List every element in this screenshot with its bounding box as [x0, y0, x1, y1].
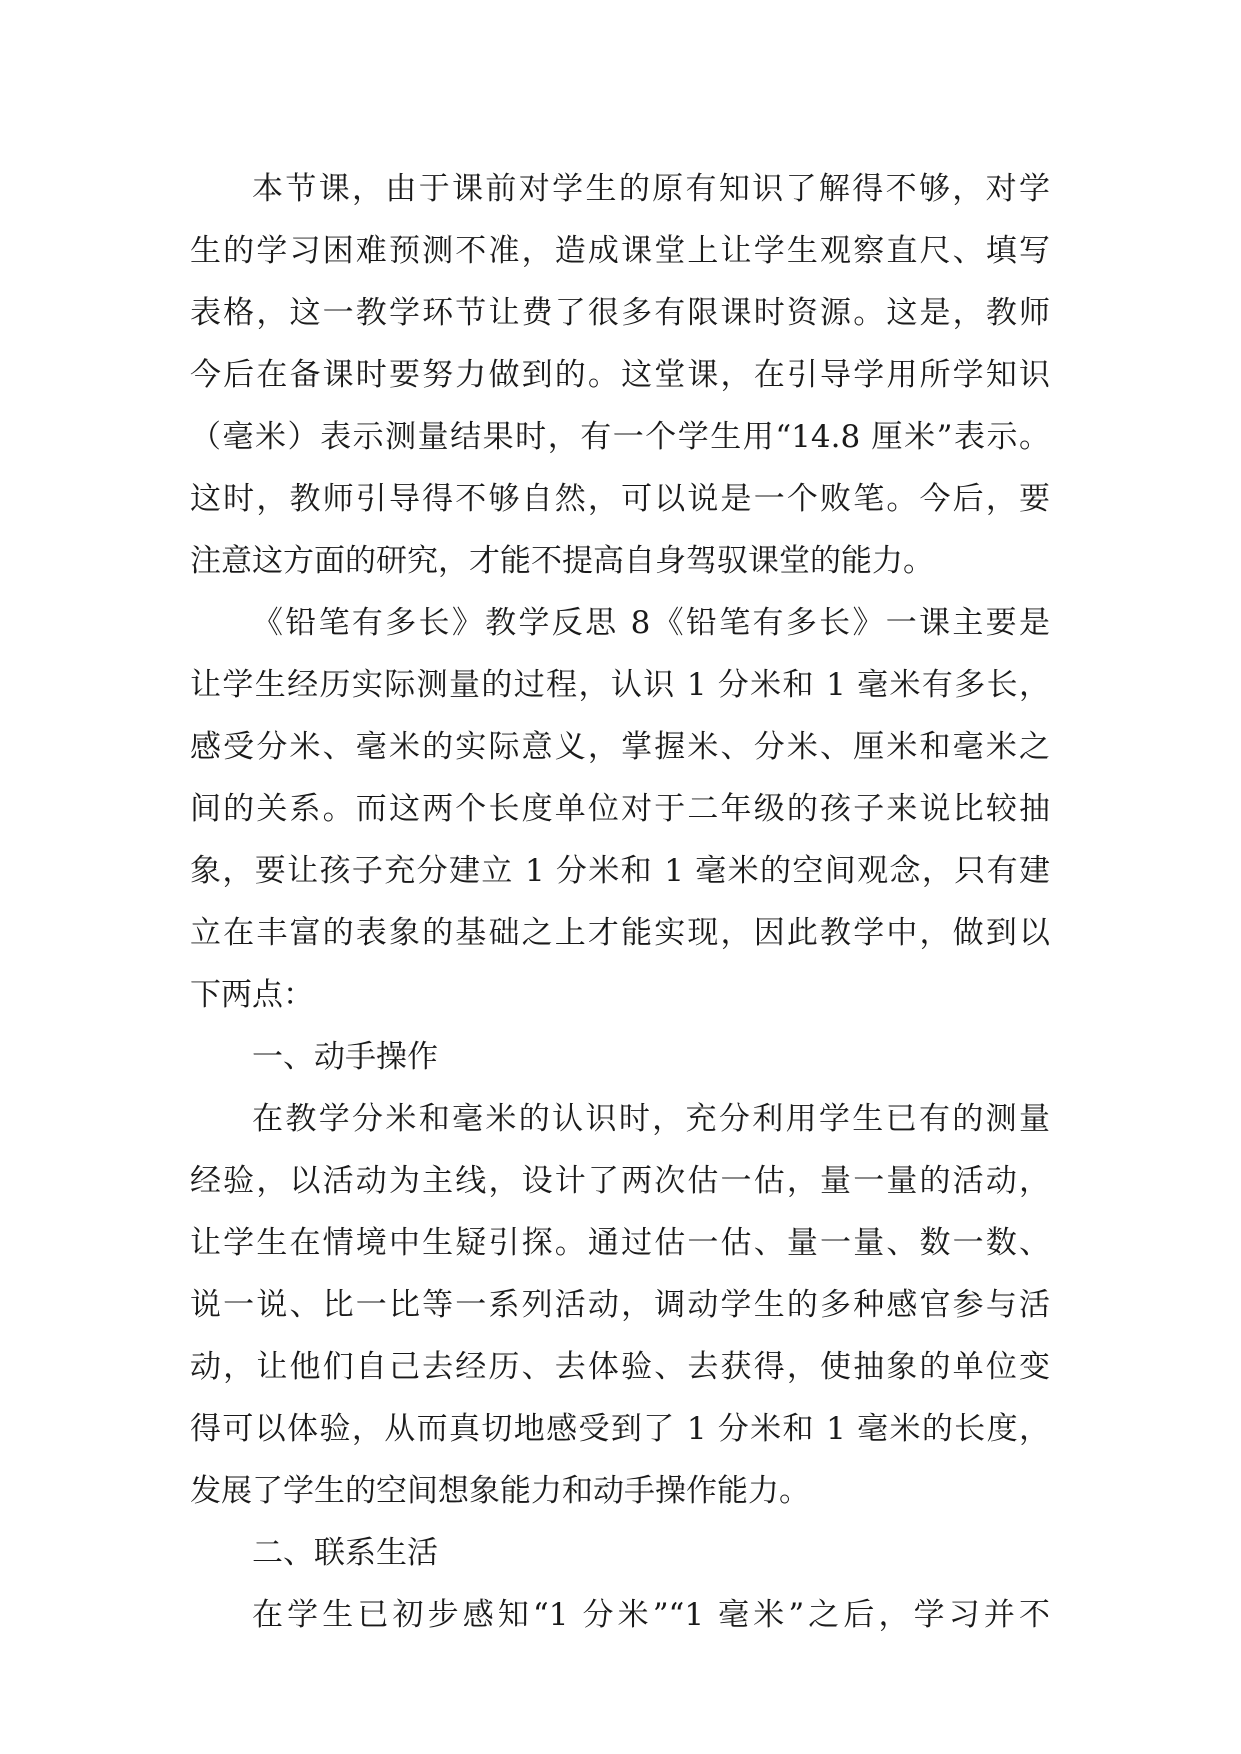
text-line: 今后在备课时要努力做到的。这堂课，在引导学用所学知识	[190, 357, 1050, 393]
text-line: 让学生在情境中生疑引探。通过估一估、量一量、数一数、	[190, 1225, 1050, 1261]
text-line: 生的学习困难预测不准，造成课堂上让学生观察直尺、填写	[190, 233, 1050, 269]
text-line: 表格，这一教学环节让费了很多有限课时资源。这是，教师	[190, 295, 1050, 331]
text-line: 感受分米、毫米的实际意义，掌握米、分米、厘米和毫米之	[190, 729, 1050, 765]
text-line: 间的关系。而这两个长度单位对于二年级的孩子来说比较抽	[190, 791, 1050, 827]
text-line: 在教学分米和毫米的认识时，充分利用学生已有的测量	[252, 1101, 1050, 1137]
text-line: （毫米）表示测量结果时，有一个学生用“14.8 厘米”表示。	[190, 419, 1050, 455]
text-line: 立在丰富的表象的基础之上才能实现，因此教学中，做到以	[190, 915, 1050, 951]
text-line: 让学生经历实际测量的过程，认识 1 分米和 1 毫米有多长，	[190, 667, 1050, 703]
text-line: 下两点：	[190, 977, 314, 1013]
section-heading: 二、联系生活	[252, 1535, 438, 1571]
text-line: 说一说、比一比等一系列活动，调动学生的多种感官参与活	[190, 1287, 1050, 1323]
text-line: 在学生已初步感知“1 分米”“1 毫米”之后，学习并不	[252, 1597, 1050, 1633]
text-line: 发展了学生的空间想象能力和动手操作能力。	[190, 1473, 810, 1509]
section-heading: 一、动手操作	[252, 1039, 438, 1075]
text-line: 经验，以活动为主线，设计了两次估一估，量一量的活动，	[190, 1163, 1050, 1199]
text-line: 得可以体验，从而真切地感受到了 1 分米和 1 毫米的长度，	[190, 1411, 1050, 1447]
text-line: 这时，教师引导得不够自然，可以说是一个败笔。今后，要	[190, 481, 1050, 517]
text-line: 动，让他们自己去经历、去体验、去获得，使抽象的单位变	[190, 1349, 1050, 1385]
text-line: 象，要让孩子充分建立 1 分米和 1 毫米的空间观念，只有建	[190, 853, 1050, 889]
text-line: 《铅笔有多长》教学反思 8《铅笔有多长》一课主要是	[252, 605, 1050, 641]
text-line: 注意这方面的研究，才能不提高自身驾驭课堂的能力。	[190, 543, 934, 579]
text-line: 本节课，由于课前对学生的原有知识了解得不够，对学	[252, 171, 1050, 207]
document-body	[190, 158, 1050, 1646]
